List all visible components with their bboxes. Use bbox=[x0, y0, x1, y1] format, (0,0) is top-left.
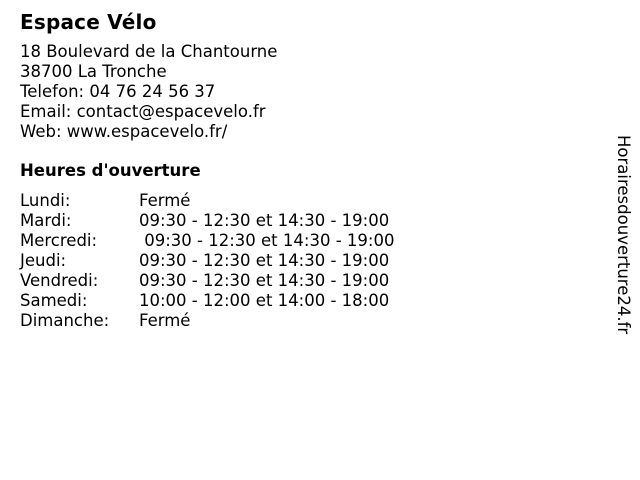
hours-day: Samedi: bbox=[20, 291, 88, 310]
email-label: Email: bbox=[20, 102, 72, 121]
hours-table bbox=[20, 191, 580, 331]
address-line-2: 38700 La Tronche bbox=[20, 62, 167, 81]
hours-time: 10:00 - 12:00 et 14:00 - 18:00 bbox=[139, 291, 390, 310]
store-card bbox=[20, 9, 580, 331]
hours-row-vendredi bbox=[20, 271, 580, 291]
hours-day: Vendredi: bbox=[20, 271, 99, 290]
hours-row-dimanche bbox=[20, 311, 580, 331]
hours-row-mardi bbox=[20, 211, 580, 231]
address-line-1: 18 Boulevard de la Chantourne bbox=[20, 42, 278, 61]
hours-day: Lundi: bbox=[20, 191, 71, 210]
email-address: contact@espacevelo.fr bbox=[76, 102, 266, 121]
web-address: www.espacevelo.fr/ bbox=[66, 122, 228, 141]
hours-time: Fermé bbox=[139, 311, 191, 330]
hours-row-lundi bbox=[20, 191, 580, 211]
phone-label: Telefon: bbox=[20, 82, 85, 101]
hours-day: Jeudi: bbox=[20, 251, 67, 270]
hours-day: Dimanche: bbox=[20, 311, 110, 330]
hours-time: 09:30 - 12:30 et 14:30 - 19:00 bbox=[139, 271, 390, 290]
hours-time: 09:30 - 12:30 et 14:30 - 19:00 bbox=[139, 251, 390, 270]
email-line bbox=[20, 102, 580, 122]
phone-number: 04 76 24 56 37 bbox=[89, 82, 216, 101]
site-watermark: Horairesdouverture24.fr bbox=[614, 135, 633, 335]
phone-line bbox=[20, 82, 580, 102]
hours-row-mercredi bbox=[20, 231, 580, 251]
hours-time: 09:30 - 12:30 et 14:30 - 19:00 bbox=[139, 231, 395, 250]
hours-time: 09:30 - 12:30 et 14:30 - 19:00 bbox=[139, 211, 390, 230]
web-label: Web: bbox=[20, 122, 62, 141]
hours-heading: Heures d'ouverture bbox=[20, 161, 201, 180]
store-name: Espace Vélo bbox=[20, 10, 157, 34]
hours-day: Mercredi: bbox=[20, 231, 98, 250]
hours-row-samedi bbox=[20, 291, 580, 311]
hours-time: Fermé bbox=[139, 191, 191, 210]
web-line bbox=[20, 122, 580, 142]
hours-row-jeudi bbox=[20, 251, 580, 271]
contact-block bbox=[20, 42, 580, 142]
hours-day: Mardi: bbox=[20, 211, 72, 230]
